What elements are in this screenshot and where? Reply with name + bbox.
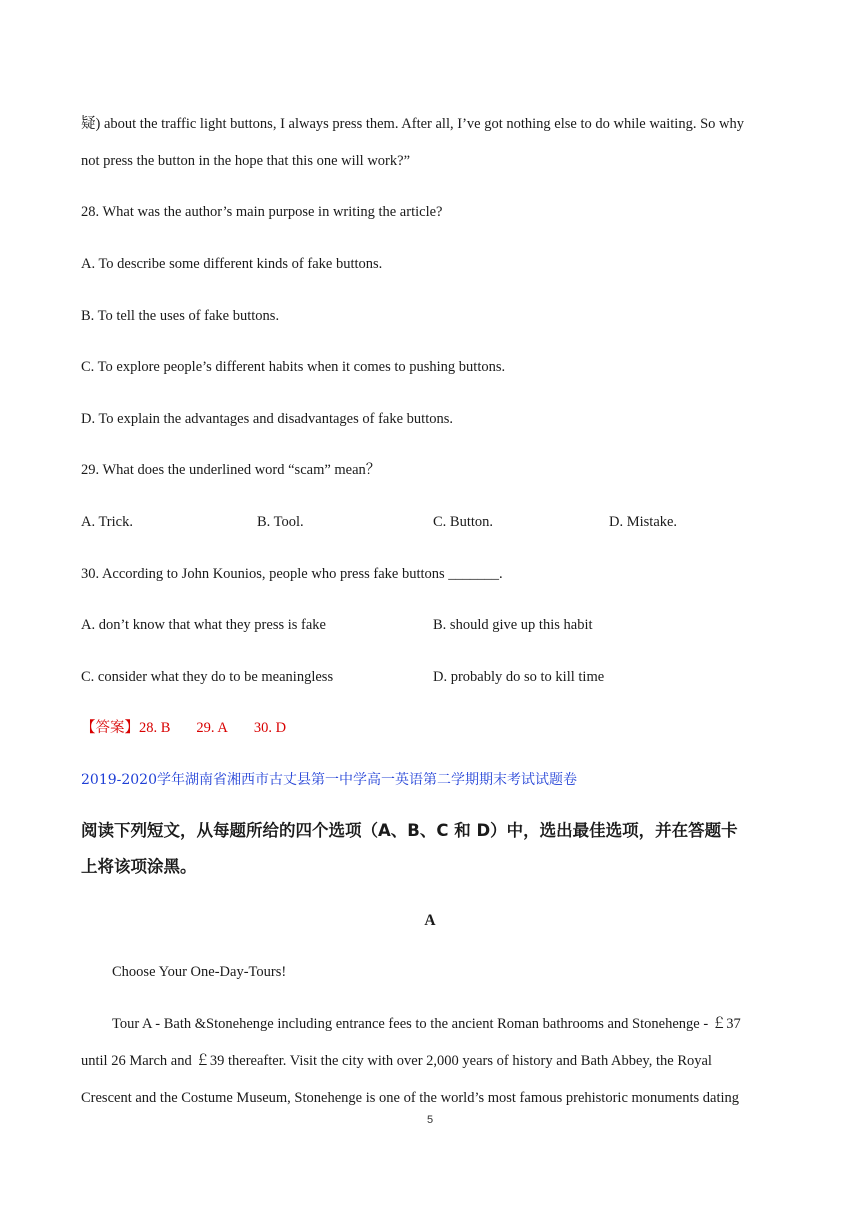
page-number: 5 bbox=[426, 1114, 434, 1126]
question-29-stem: 29. What does the underlined word “scam” mean？ bbox=[81, 462, 381, 478]
passage-a-line-3: Crescent and the Costume Museum, Stonehenge is one of the world’s most famous prehistoric monuments dating bbox=[81, 1090, 740, 1106]
question-28-stem: 28. What was the author’s main purpose in writing the article? bbox=[81, 204, 443, 220]
answer-key bbox=[81, 719, 286, 737]
passage-a-title: Choose Your One-Day-Tours! bbox=[112, 964, 287, 980]
question-30-option-d: D. probably do so to kill time bbox=[433, 669, 605, 685]
section-label: A bbox=[424, 912, 436, 929]
question-30-stem: 30. According to John Kounios, people who press fake buttons _______. bbox=[81, 566, 503, 582]
question-28-option-a: A. To describe some different kinds of fake buttons. bbox=[81, 256, 383, 272]
question-29-option-c: C. Button. bbox=[433, 514, 494, 530]
answer-label: 【答案】 bbox=[81, 720, 139, 736]
answer-item: 29. A bbox=[196, 720, 228, 736]
question-28-option-d: D. To explain the advantages and disadvantages of fake buttons. bbox=[81, 411, 453, 427]
instruction-line-1: 阅读下列短文，从每题所给的四个选项（A、B、C 和 D）中，选出最佳选项，并在答题卡 bbox=[81, 821, 738, 840]
passage-a-line-1: Tour A - Bath &Stonehenge including entrance fees to the ancient Roman bathrooms and Stonehenge - ￡37 bbox=[112, 1016, 741, 1032]
question-30-option-c: C. consider what they do to be meaningless bbox=[81, 669, 334, 685]
source-title-link[interactable]: 2019-2020学年湖南省湘西市古丈县第一中学高一英语第二学期期末考试试题卷 bbox=[81, 772, 577, 788]
question-29-option-d: D. Mistake. bbox=[609, 514, 678, 530]
question-30-option-b: B. should give up this habit bbox=[433, 617, 593, 633]
passage-end-line-1: 疑) about the traffic light buttons, I always press them. After all, I’ve got nothing else to do while waiting. So why bbox=[81, 116, 744, 132]
question-30-option-a: A. don’t know that what they press is fake bbox=[81, 617, 326, 633]
answer-item: 30. D bbox=[253, 720, 287, 736]
question-29-option-a: A. Trick. bbox=[81, 514, 133, 530]
passage-end-line-2: not press the button in the hope that this one will work?” bbox=[81, 153, 411, 169]
question-29-option-b: B. Tool. bbox=[257, 514, 304, 530]
passage-a-line-2: until 26 March and ￡39 thereafter. Visit the city with over 2,000 years of history and Bath Abbey, the Royal bbox=[81, 1053, 712, 1069]
answer-item: 28. B bbox=[139, 720, 171, 736]
question-28-option-c: C. To explore people’s different habits when it comes to pushing buttons. bbox=[81, 359, 506, 375]
instruction-line-2: 上将该项涂黑。 bbox=[81, 857, 197, 876]
question-28-option-b: B. To tell the uses of fake buttons. bbox=[81, 308, 280, 324]
